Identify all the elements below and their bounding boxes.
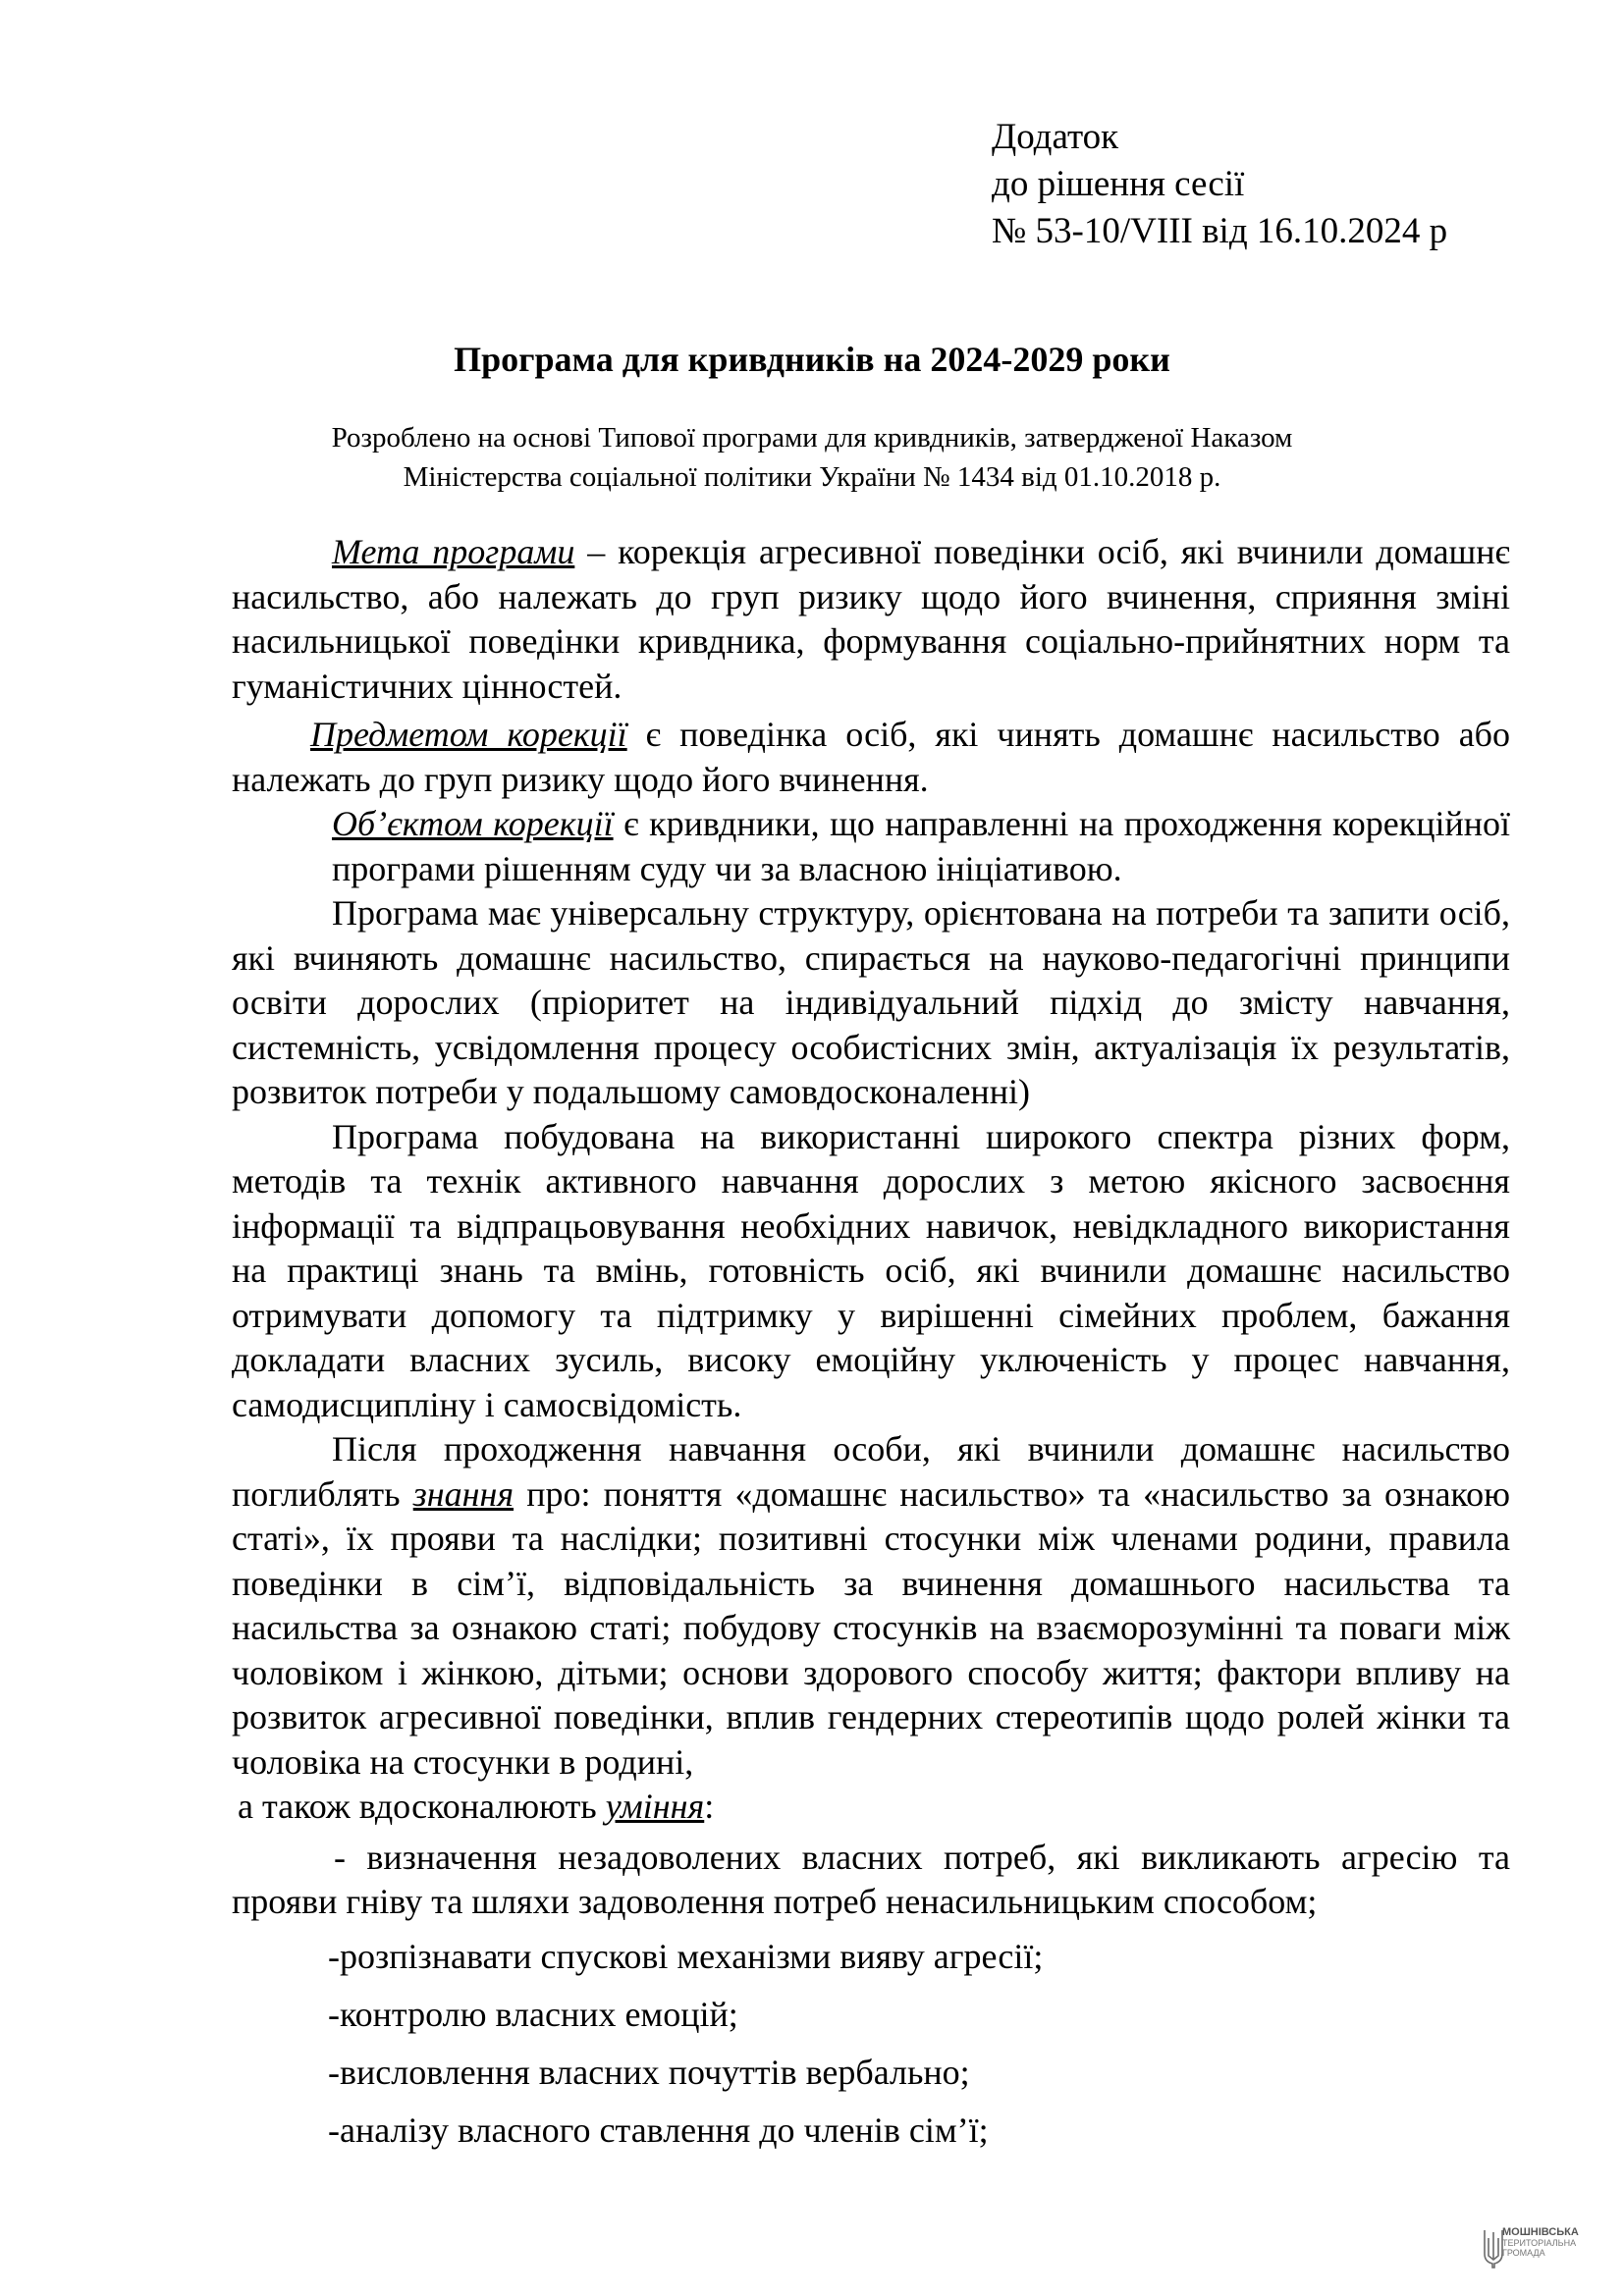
term-knowledge: знання xyxy=(412,1473,514,1514)
paragraph-skills-post: : xyxy=(704,1787,715,1826)
paragraph-subject xyxy=(232,713,1510,802)
paragraph-goal xyxy=(232,530,1510,709)
document-title: Програма для кривдників на 2024-2029 роки xyxy=(454,340,1170,379)
logo-line-1: МОШНІВСЬКА xyxy=(1502,2226,1579,2238)
annex-line-3: № 53-10/VIII від 16.10.2024 р xyxy=(992,211,1448,251)
list-item: -висловлення власних почуттів вербально; xyxy=(328,2052,970,2092)
logo-line-3: ГРОМАДА xyxy=(1502,2248,1545,2258)
subtitle-line-1: Розроблено на основі Типової програми для кривдників, затвердженої Наказом xyxy=(331,422,1293,454)
annex-block xyxy=(992,114,1447,255)
term-object: Об’єктом корекції xyxy=(332,804,614,843)
annex-line-1: Додаток xyxy=(992,117,1119,157)
term-subject: Предметом корекції xyxy=(310,715,627,754)
paragraph-object xyxy=(232,802,1510,891)
annex-line-2: до рішення сесії xyxy=(992,164,1245,204)
paragraph-structure: Програма має універсальну структуру, орієнтована на потреби та запити осіб, які вчиняють домашнє насильство, спирається на науково-педагогічні принципи освіти дорослих (пріоритет на індивідуальний підхід до змісту навчання, системність, усвідомлення процесу особистісних змін, актуалізація їх результатів, розвиток потреби у подальшому самовдосконаленні) xyxy=(232,893,1510,1111)
paragraph-skills-pre: а також вдосконалюють xyxy=(238,1787,606,1826)
list-item: - визначення незадоволених власних потреб, які викликають агресію та прояви гніву та шляхи задоволення потреб ненасильницьким способом; xyxy=(232,1837,1510,1921)
list-item: -контролю власних емоцій; xyxy=(328,1994,738,2034)
paragraph-knowledge-pre: Після проходження навчання особи, які вчинили домашнє насильство поглиблять xyxy=(232,1429,1510,1514)
subtitle-line-2: Міністерства соціальної політики України № 1434 від 01.10.2018 р. xyxy=(403,461,1221,493)
term-goal: Мета програми xyxy=(332,532,575,571)
logo-line-2: ТЕРИТОРІАЛЬНА xyxy=(1502,2238,1577,2248)
document-body xyxy=(232,530,1510,2157)
list-item: -аналізу власного ставлення до членів сім’ї; xyxy=(328,2109,989,2150)
paragraph-skills-intro xyxy=(232,1785,1510,1830)
paragraph-methods: Програма побудована на використанні широкого спектра різних форм, методів та технік активного навчання дорослих з метою якісного засвоєння інформації та відпрацьовування необхідних навичок, невідкладного використання на практиці знань та вмінь, готовність осіб, які вчинили домашнє насильство отримувати допомогу та підтримку у вирішенні сімейних проблем, бажання докладати власних зусиль, високу емоційну уключеність у процес навчання, самодисципліну і самосвідомість. xyxy=(232,1116,1510,1424)
paragraph-knowledge-text: про: поняття «домашнє насильство» та «насильство за ознакою статі», їх прояви та наслідки; позитивні стосунки між членами родини, правила поведінки в сім’ї, відповідальність за вчинення домашнього насильства та насильства за ознакою статі; побудову стосунків на взаєморозумінні та поваги між чоловіком і жінкою, дітьми; основи здорового способу життя; фактори впливу на розвиток агресивної поведінки, вплив гендерних стереотипів щодо ролей жінки та чоловіка на стосунки в родині, xyxy=(232,1473,1510,1782)
list-item: -розпізнавати спускові механізми вияву агресії; xyxy=(328,1936,1044,1976)
paragraph-goal-text: – корекція агресивної поведінки осіб, які вчинили домашнє насильство, або належать до груп ризику щодо його вчинення, сприяння зміні насильницької поведінки кривдника, формування соціально-прийнятних норм та гуманістичних цінностей. xyxy=(232,532,1510,706)
paragraph-object-text: є кривдники, що направленні на проходження корекційної програми рішенням суду чи за власною ініціативою. xyxy=(332,804,1510,888)
paragraph-subject-text: є поведінка осіб, які чинять домашнє насильство або належать до груп ризику щодо його вчинення. xyxy=(232,715,1510,799)
paragraph-knowledge xyxy=(232,1427,1510,1785)
document-subtitle xyxy=(0,418,1624,497)
municipality-logo-text xyxy=(1502,2226,1579,2258)
term-skills: уміння xyxy=(605,1787,705,1826)
